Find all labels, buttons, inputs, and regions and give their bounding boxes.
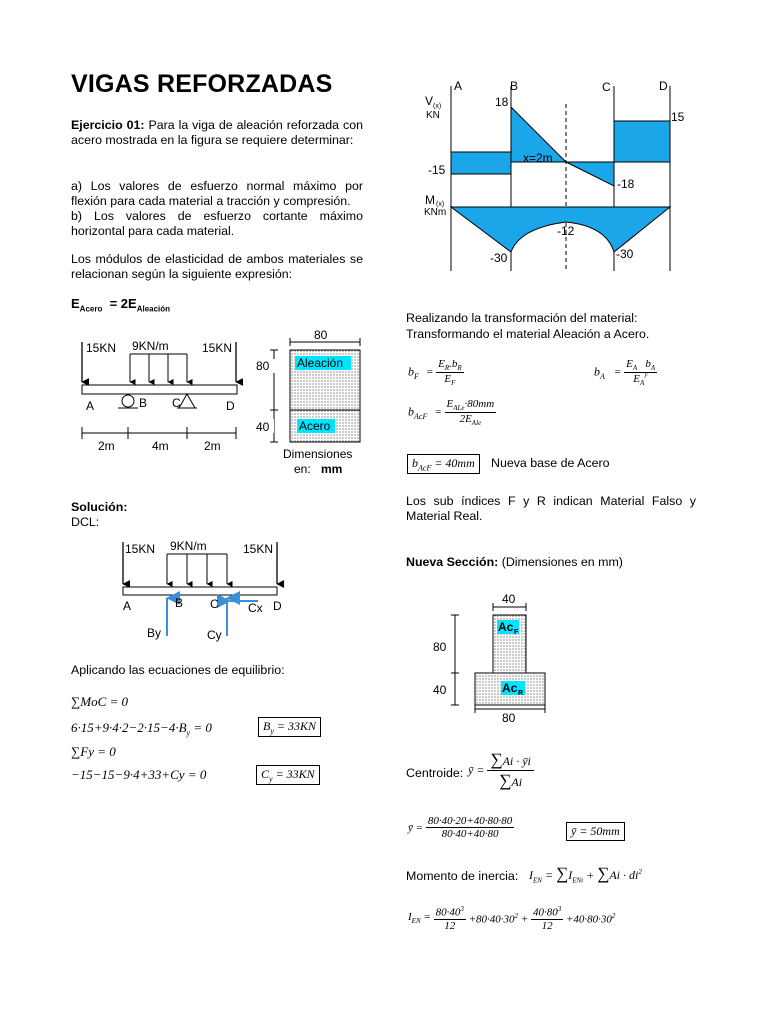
modulus-relation [71, 296, 170, 314]
bf-fraction: = $\frac{E_R.b_R}{E_F}$ [425, 358, 462, 388]
transform-line2: Transformando el material Aleación a Acero. [406, 327, 650, 341]
span-1: 2m [98, 439, 115, 453]
span-2: 4m [152, 439, 169, 453]
section-width: 80 [314, 328, 328, 342]
svg-text:D: D [273, 599, 282, 613]
cross-section-diagram [252, 326, 372, 476]
svg-text:M: M [425, 193, 435, 207]
point-a: A [86, 399, 95, 413]
svg-text:Cy: Cy [207, 628, 222, 642]
centroid-formula: ȳ = $\frac{\sum Ai \cdot ȳi}{\sum Ai}$ [468, 750, 534, 791]
pin-support [179, 394, 195, 408]
nueva-base-label: Nueva base de Acero [491, 456, 610, 470]
result-cy [256, 765, 320, 785]
eq-moment-main: 6·15+9·4·2−2·15−4·B [71, 720, 187, 735]
svg-text:15: 15 [671, 110, 685, 124]
bf-b: b [408, 364, 414, 379]
label-dimensiones: Dimensiones [283, 447, 353, 461]
new-section-rest: (Dimensiones en mm) [498, 555, 623, 569]
svg-text:80: 80 [502, 711, 516, 725]
svg-text:KN: KN [426, 110, 440, 121]
dcl-beam [123, 587, 277, 595]
inertia-f1-num: 80·40 [435, 906, 461, 919]
beam-diagram [70, 330, 280, 460]
svg-text:B: B [510, 79, 519, 93]
svg-text:-18: -18 [617, 177, 635, 191]
formula-bf [408, 358, 464, 387]
shear-segment-cd [614, 121, 670, 162]
dcl-diagram [110, 536, 300, 646]
inertia-calc: $I_{EN}$ = $\frac{80\cdot 40^3}{12}$ $+80\cdot 40\cdot 30^2$ + $\frac{40\cdot 80^3}{12}$ $+40\cdot 80\cdot 30^2$ [408, 905, 616, 932]
solution-label: Solución: [71, 500, 128, 514]
relation-eq: = 2E [109, 296, 137, 311]
formula-bacf: $b_{AcF}$ = $E_{ALe}\cdot 80mm$ $2E_{Ale}$ [408, 398, 495, 428]
new-section-label: Nueva Sección: [406, 555, 499, 569]
centroid-num: 80·40·20+40·80·80 [427, 815, 513, 827]
res-cy-val: = 33KN [272, 767, 315, 781]
sub-acero: Acero [79, 304, 103, 314]
centroid-label: Centroide: [406, 766, 464, 780]
equilibrium-intro: Aplicando las ecuaciones de equilibrio: [71, 663, 285, 677]
svg-text:(x): (x) [436, 201, 445, 208]
subindices-text: Los sub índices F y R indican Material Falso y Material Real. [406, 494, 696, 524]
shear-segment-c-neg [566, 162, 614, 186]
inertia-formula: $I_{EN} = \sum I_{ENi} + \sum Ai \cdot di^2$ [529, 864, 642, 885]
bacf-num-sub: ALe [453, 404, 465, 413]
inertia-label: Momento de inercia: [406, 869, 519, 883]
point-b: B [139, 396, 148, 410]
dcl-label: DCL: [71, 515, 100, 529]
res-bacf-val: = 40mm [431, 456, 475, 470]
bf-sub: F [414, 371, 419, 381]
svg-text:15KN: 15KN [125, 542, 156, 556]
label-mm: mm [321, 462, 343, 476]
item-b: b) Los valores de esfuerzo cortante máximo horizontal para cada material. [71, 209, 363, 239]
bacf-den: 2E [459, 413, 472, 426]
bacf-sub: AcF [414, 411, 428, 421]
res-bacf-sub: AcF [418, 463, 432, 473]
moduli-text: Los módulos de elasticidad de ambos materiales se relacionan según la siguiente expresión: [71, 252, 363, 282]
item-a: a) Los valores de esfuerzo normal máximo por flexión para cada material a tracción y compresión. [71, 179, 363, 209]
exercise-paragraph [71, 118, 363, 148]
eq-sum-fy: ∑Fy = 0 [71, 744, 116, 759]
label-9knm: 9KN/m [132, 339, 169, 353]
eq-moment-sub: y [186, 728, 191, 738]
page-title: VIGAS REFORZADAS [71, 70, 333, 98]
svg-text:Ac: Ac [498, 620, 514, 634]
svg-text:40: 40 [433, 683, 447, 697]
bacf-b: b [408, 404, 414, 419]
svg-text:Ac: Ac [502, 681, 518, 695]
new-section-diagram [428, 588, 558, 728]
res-cy-sub: y [269, 774, 273, 784]
sub-aleacion: Aleación [136, 304, 171, 314]
inertia-term4: +40·80·30 [565, 913, 612, 926]
svg-text:C: C [210, 597, 219, 611]
label-15kn-left: 15KN [86, 341, 117, 355]
exercise-label: Ejercicio 01: [71, 118, 145, 132]
res-by-b: B [263, 719, 271, 733]
ba-b: b [594, 364, 600, 379]
res-by-val: = 33KN [273, 719, 317, 733]
inertia-f2-num: 40·80 [532, 906, 558, 919]
label-15kn-right: 15KN [202, 341, 233, 355]
svg-text:(x): (x) [433, 103, 442, 110]
svg-text:R: R [518, 690, 524, 697]
shear-moment-diagrams [420, 76, 690, 276]
res-bacf-b: b [412, 456, 418, 470]
svg-text:D: D [659, 79, 668, 93]
eq-moment-end: = 0 [190, 720, 212, 735]
label-acero: Acero [299, 419, 331, 433]
svg-text:F: F [514, 629, 519, 636]
svg-text:80: 80 [433, 640, 447, 654]
svg-text:40: 40 [502, 592, 516, 606]
centroid-den: 80·40+40·80 [441, 828, 499, 840]
svg-text:KNm: KNm [424, 207, 447, 218]
svg-text:-30: -30 [616, 247, 634, 261]
bacf-den-sub: Ale [471, 419, 482, 428]
roller-support [122, 395, 134, 407]
svg-text:By: By [147, 626, 162, 640]
e-symbol: E [71, 296, 80, 311]
result-centroid: ȳ = 50mm [566, 822, 625, 841]
res-cy-c: C [261, 767, 270, 781]
svg-text:Cx: Cx [248, 601, 263, 615]
svg-text:x=2m: x=2m [523, 151, 553, 165]
svg-text:A: A [454, 79, 463, 93]
eq-sum-moc: ∑MoC = 0 [71, 694, 129, 709]
svg-text:V: V [425, 94, 434, 108]
svg-text:-15: -15 [428, 163, 446, 177]
svg-text:-12: -12 [557, 224, 575, 238]
label-aleacion: Aleación [297, 356, 344, 370]
label-en: en: [294, 462, 311, 476]
bacf-num-end: ·80mm [464, 398, 495, 410]
svg-text:18: 18 [495, 95, 509, 109]
transform-intro [406, 310, 649, 342]
section-h-bottom: 40 [256, 420, 270, 434]
svg-text:15KN: 15KN [243, 542, 274, 556]
point-d: D [226, 399, 235, 413]
eq-moment [71, 720, 212, 738]
svg-text:A: A [123, 599, 132, 613]
span-3: 2m [204, 439, 221, 453]
svg-text:9KN/m: 9KN/m [170, 539, 207, 553]
inertia-term2: +80·40·30 [468, 913, 515, 926]
section-h-top: 80 [256, 359, 270, 373]
svg-text:-30: -30 [490, 251, 508, 265]
eq-forces: −15−15−9·4+33+Cy = 0 [71, 767, 207, 782]
new-section-heading [406, 555, 623, 569]
formula-ba: $b_A$ = $E_A$ $b_A$ $E_A^F$ [594, 358, 656, 388]
result-bacf [407, 454, 480, 474]
inertia-f2-den: 12 [541, 919, 553, 932]
ba-sub: A [600, 371, 605, 381]
bacf-num: E [446, 398, 454, 410]
centroid-calc: ȳ = $\frac{80\cdot 40\cdot 20+40\cdot 80\cdot 80}{80\cdot 40+40\cdot 80}$ [408, 815, 513, 840]
inertia-f1-den: 12 [444, 919, 456, 932]
beam [82, 385, 237, 394]
shear-segment-ab [451, 152, 511, 174]
svg-text:B: B [175, 596, 184, 610]
result-by [258, 717, 321, 737]
point-c: C [172, 396, 181, 410]
svg-text:C: C [602, 80, 611, 94]
transform-line1: Realizando la transformación del material: [406, 311, 638, 325]
exercise-text: Para la viga de aleación reforzada con acero mostrada en la figura se requiere determinar: [71, 118, 363, 148]
res-by-sub: y [270, 726, 274, 736]
